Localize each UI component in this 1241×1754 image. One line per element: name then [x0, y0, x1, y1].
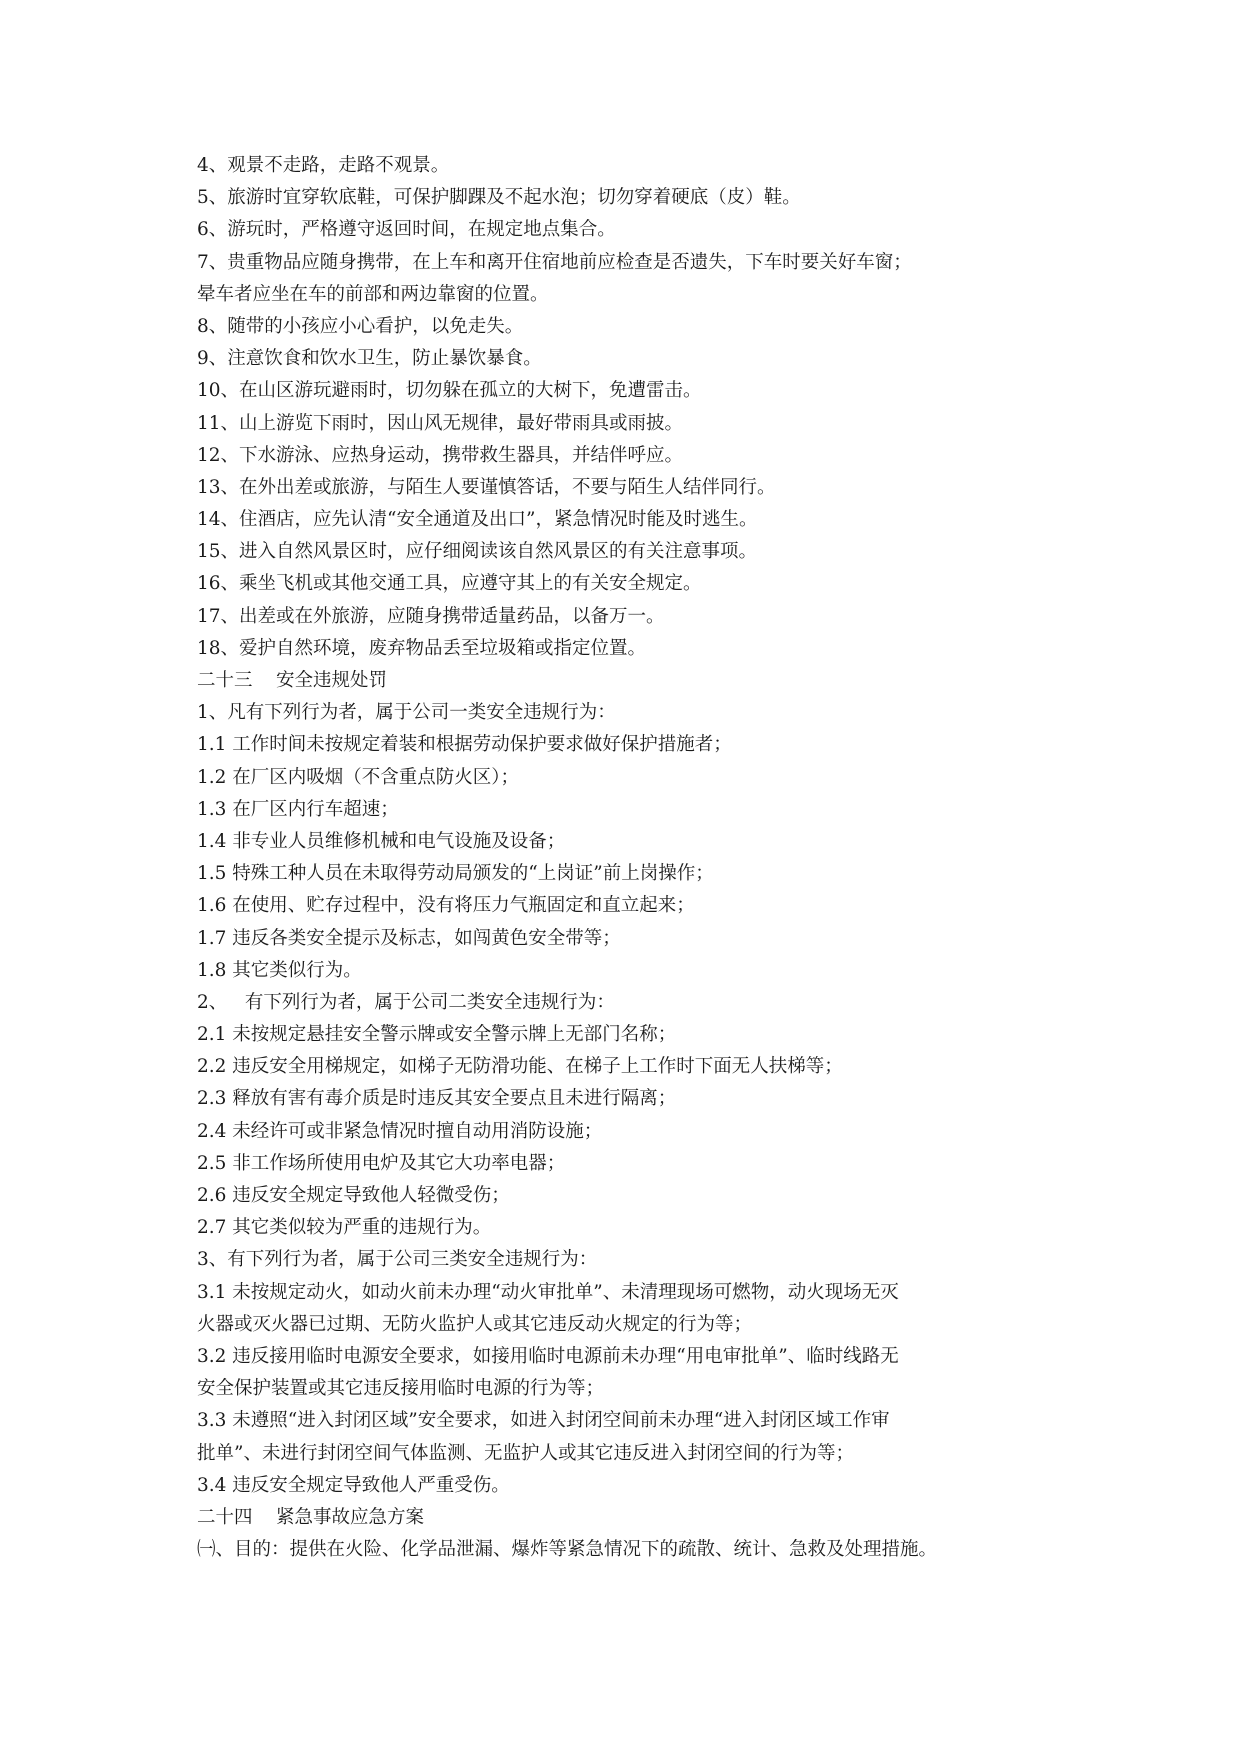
list-item: 1.7 违反各类安全提示及标志，如闯黄色安全带等；: [197, 927, 621, 949]
list-item: 6、游玩时，严格遵守返回时间，在规定地点集合。: [197, 219, 616, 241]
list-item: 9、注意饮食和饮水卫生，防止暴饮暴食。: [197, 348, 542, 370]
list-item: 1.1 工作时间未按规定着装和根据劳动保护要求做好保护措施者；: [197, 734, 732, 756]
list-item: ㈠、目的：提供在火险、化学品泄漏、爆炸等紧急情况下的疏散、统计、急救及处理措施。: [197, 1539, 938, 1561]
list-item-continuation: 安全保护装置或其它违反接用临时电源的行为等；: [197, 1378, 605, 1400]
list-item-continuation: 晕车者应坐在车的前部和两边靠窗的位置。: [197, 283, 549, 305]
list-item: 1.3 在厂区内行车超速；: [197, 798, 399, 820]
list-item: 1.8 其它类似行为。: [197, 959, 362, 981]
list-item: 2.4 未经许可或非紧急情况时擅自动用消防设施；: [197, 1120, 603, 1142]
list-item-continuation: 火器或灭火器已过期、无防火监护人或其它违反动火规定的行为等；: [197, 1313, 753, 1335]
list-item: 3.1 未按规定动火，如动火前未办理“动火审批单”、未清理现场可燃物，动火现场无灭: [197, 1281, 899, 1303]
list-item: 7、贵重物品应随身携带，在上车和离开住宿地前应检查是否遗失，下车时要关好车窗；: [197, 251, 912, 273]
list-item: 13、在外出差或旅游，与陌生人要谨慎答话，不要与陌生人结伴同行。: [197, 476, 776, 498]
list-item: 1.4 非专业人员维修机械和电气设施及设备；: [197, 830, 566, 852]
list-item: 4、观景不走路，走路不观景。: [197, 155, 450, 176]
list-item: 1.5 特殊工种人员在未取得劳动局颁发的“上岗证”前上岗操作；: [197, 863, 714, 885]
list-item: 10、在山区游玩避雨时，切勿躲在孤立的大树下，免遭雷击。: [197, 380, 702, 402]
list-item: 5、旅游时宜穿软底鞋，可保护脚踝及不起水泡；切勿穿着硬底（皮）鞋。: [197, 187, 801, 209]
list-item: 14、住酒店，应先认清“安全通道及出口”，紧急情况时能及时逃生。: [197, 509, 758, 531]
list-item: 16、乘坐飞机或其他交通工具，应遵守其上的有关安全规定。: [197, 573, 702, 595]
list-item: 17、出差或在外旅游，应随身携带适量药品，以备万一。: [197, 605, 665, 627]
list-item: 15、进入自然风景区时，应仔细阅读该自然风景区的有关注意事项。: [197, 541, 758, 563]
list-item: 1、凡有下列行为者，属于公司一类安全违规行为：: [197, 702, 616, 724]
document-body: [197, 150, 1077, 1566]
list-item: 2.5 非工作场所使用电炉及其它大功率电器；: [197, 1152, 566, 1174]
list-item: 2、 有下列行为者，属于公司二类安全违规行为：: [197, 991, 615, 1013]
list-item: 12、下水游泳、应热身运动，携带救生器具，并结伴呼应。: [197, 444, 684, 466]
section-heading: 二十三 安全违规处罚: [197, 670, 388, 691]
list-item: 3.4 违反安全规定导致他人严重受伤。: [197, 1474, 510, 1496]
list-item: 11、山上游览下雨时，因山风无规律，最好带雨具或雨披。: [197, 412, 684, 434]
list-item: 1.2 在厂区内吸烟（不含重点防火区）；: [197, 766, 520, 788]
list-item: 2.7 其它类似较为严重的违规行为。: [197, 1217, 492, 1239]
list-item: 2.2 违反安全用梯规定，如梯子无防滑功能、在梯子上工作时下面无人扶梯等；: [197, 1056, 843, 1078]
list-item: 18、爱护自然环境，废弃物品丢至垃圾箱或指定位置。: [197, 637, 647, 659]
list-item: 2.6 违反安全规定导致他人轻微受伤；: [197, 1185, 510, 1206]
list-item: 2.3 释放有害有毒介质是时违反其安全要点且未进行隔离；: [197, 1088, 677, 1110]
list-item: 8、随带的小孩应小心看护，以免走失。: [197, 315, 524, 337]
list-item: 3.2 违反接用临时电源安全要求，如接用临时电源前未办理“用电审批单”、临时线路无: [197, 1345, 899, 1367]
list-item-continuation: 批单”、未进行封闭空间气体监测、无监护人或其它违反进入封闭空间的行为等；: [197, 1442, 854, 1464]
list-item: 2.1 未按规定悬挂安全警示牌或安全警示牌上无部门名称；: [197, 1024, 677, 1046]
list-item: 3.3 未遵照“进入封闭区域”安全要求，如进入封闭空间前未办理“进入封闭区域工作审: [197, 1410, 890, 1432]
list-item: 3、有下列行为者，属于公司三类安全违规行为：: [197, 1249, 598, 1271]
list-item: 1.6 在使用、贮存过程中，没有将压力气瓶固定和直立起来；: [197, 895, 695, 917]
section-heading: 二十四 紧急事故应急方案: [197, 1506, 425, 1528]
